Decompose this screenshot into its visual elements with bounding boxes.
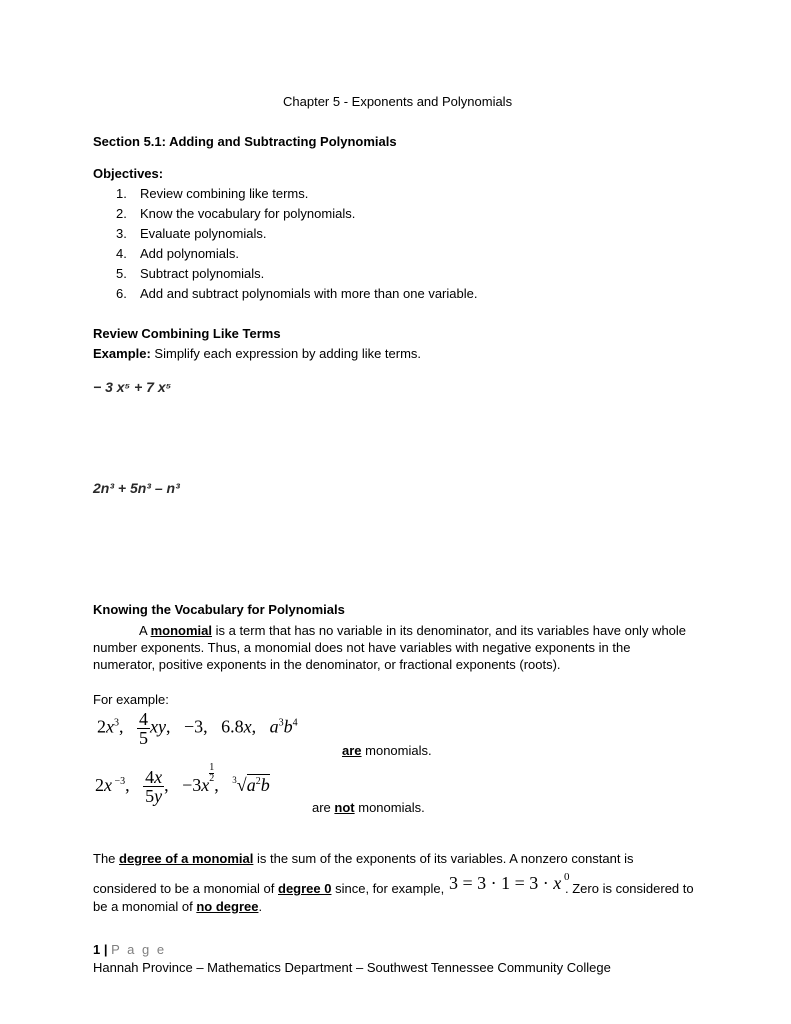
objective-item: 5. Subtract polynomials. xyxy=(116,266,265,281)
example-line xyxy=(93,346,421,362)
monomial-def-line2: number exponents. Thus, a monomial does not have variables with negative exponents in the xyxy=(93,640,631,655)
vocab-heading: Knowing the Vocabulary for Polynomials xyxy=(93,602,345,617)
example-label: Example: xyxy=(93,346,151,361)
page-footer-number: 1 | P a g e xyxy=(93,942,167,957)
expression-1: − 3 x⁵ + 7 x⁵ xyxy=(93,379,172,395)
degree-line3: be a monomial of no degree. xyxy=(93,899,263,914)
non-monomial-examples: 2x $^{-3}$, $\frac{4x}{5y}$ , −3x $\frac{1}{2}$ , $^3√a^2b$ xyxy=(95,762,270,807)
are-word: are xyxy=(342,743,362,758)
not-word: not xyxy=(334,800,355,815)
objective-item: 4. Add polynomials. xyxy=(116,246,239,261)
degree-line2-end: . Zero is considered to xyxy=(565,881,694,896)
page-number: 1 xyxy=(93,942,101,957)
objective-item: 3. Evaluate polynomials. xyxy=(116,226,267,241)
monomial-def-line3: numerator, positive exponents in the denominator, or fractional exponents (roots). xyxy=(93,657,561,672)
monomial-examples: $2x^3$, $\frac{4}{5}$ xy, −3, 6.8x, $a^3b^4$ xyxy=(97,709,298,748)
monomial-def-line1: A monomial is a term that has no variable in its denominator, and its variables have only whole xyxy=(139,623,687,638)
monomial-term: monomial xyxy=(150,623,212,638)
example-text: Simplify each expression by adding like terms. xyxy=(150,346,422,361)
are-monomials: are monomials. xyxy=(342,743,432,758)
no-degree-term: no degree xyxy=(196,899,259,914)
footer-credit: Hannah Province – Mathematics Department – Southwest Tennessee Community College xyxy=(93,960,611,975)
for-example-label: For example: xyxy=(93,692,169,707)
section-title: Section 5.1: Adding and Subtracting Polynomials xyxy=(93,134,397,149)
degree-0-term: degree 0 xyxy=(278,881,332,896)
degree-zero-equation: 3 = 3 · 1 = 3 · x $^0$ xyxy=(449,871,570,893)
chapter-title: Chapter 5 - Exponents and Polynomials xyxy=(283,94,513,109)
degree-of-monomial-term: degree of a monomial xyxy=(119,851,254,866)
review-heading: Review Combining Like Terms xyxy=(93,326,281,341)
objective-item: 1. Review combining like terms. xyxy=(116,186,309,201)
degree-line2-text: considered to be a monomial of degree 0 since, for example, xyxy=(93,881,445,896)
not-monomials: are not monomials. xyxy=(312,800,425,815)
objective-item: 6. Add and subtract polynomials with more than one variable. xyxy=(116,286,478,301)
page-word: P a g e xyxy=(111,942,167,957)
expression-2: 2n³ + 5n³ – n³ xyxy=(93,480,180,496)
objectives-list xyxy=(116,184,477,304)
objective-item: 2. Know the vocabulary for polynomials. xyxy=(116,206,356,221)
degree-line1: The degree of a monomial is the sum of the exponents of its variables. A nonzero constant is xyxy=(93,851,634,866)
objectives-heading: Objectives: xyxy=(93,166,164,181)
